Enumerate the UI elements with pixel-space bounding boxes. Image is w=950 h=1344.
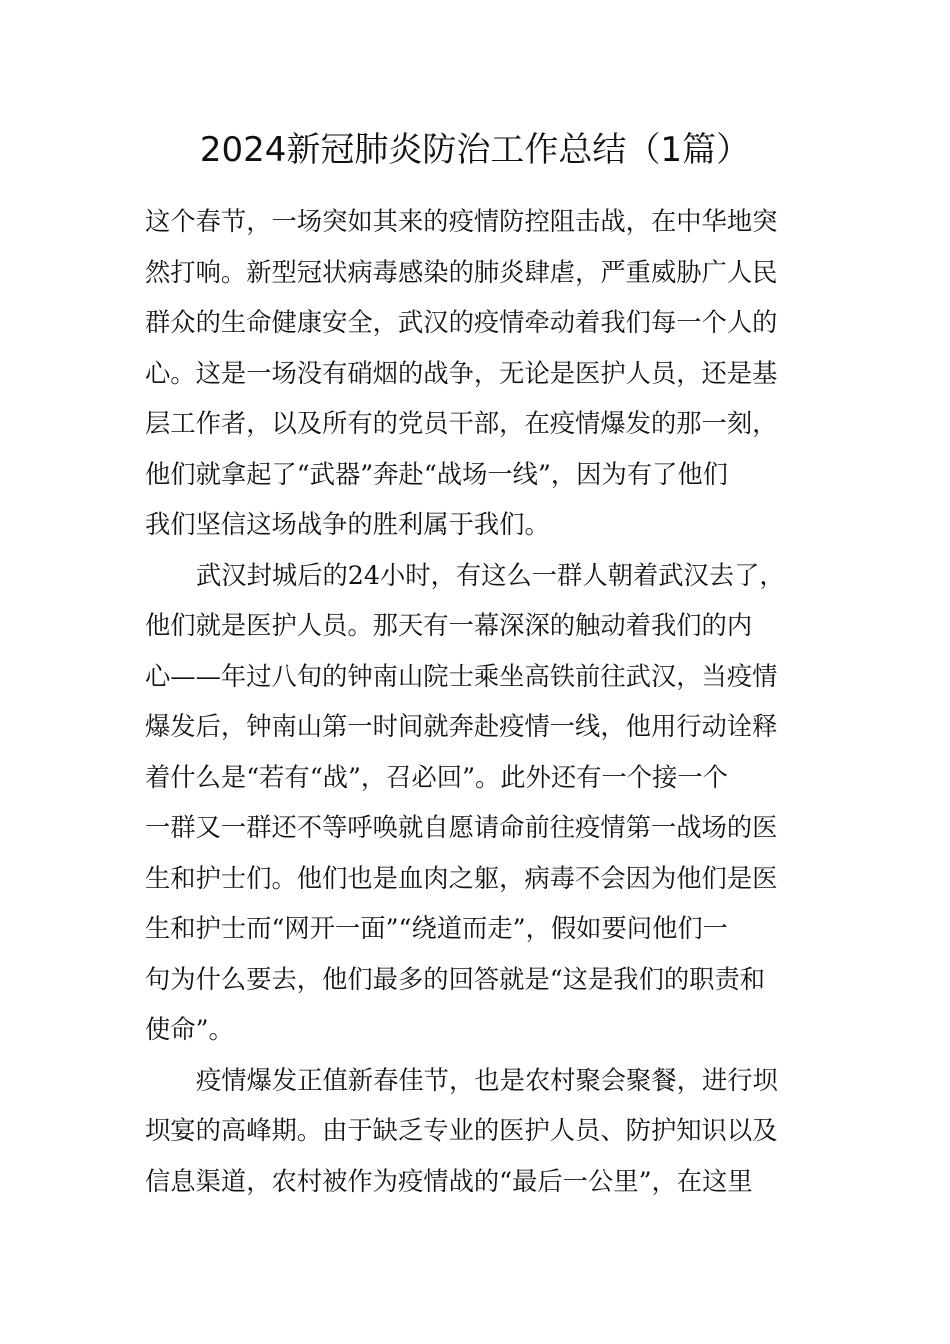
paragraph-line: 爆发后，钟南山第一时间就奔赴疫情一线，他用行动诠释 <box>145 712 778 741</box>
paragraph-line: 然打响。新型冠状病毒感染的肺炎肆虐，严重威胁广人民 <box>145 257 778 287</box>
paragraph-line: 着什么是“若有“战”，召必回”。此外还有一个接一个 <box>145 762 728 792</box>
paragraph-line: 一群又一群还不等呼唤就自愿请命前往疫情第一战场的医 <box>145 813 778 842</box>
paragraph-line: 群众的生命健康安全，武汉的疫情牵动着我们每一个人的 <box>145 308 778 337</box>
paragraph-line: 心——年过八旬的钟南山院士乘坐高铁前往武汉，当疫情 <box>145 661 778 691</box>
paragraph-line: 层工作者，以及所有的党员干部，在疫情爆发的那一刻， <box>145 409 778 438</box>
document-title: 2024新冠肺炎防治工作总结（1篇） <box>199 130 751 170</box>
paragraph-line: 他们就拿起了“武器”奔赴“战场一线”，因为有了他们 <box>145 459 728 489</box>
paragraph-line: 这个春节，一场突如其来的疫情防控阻击战，在中华地突 <box>145 207 778 236</box>
paragraph-3 <box>145 1056 805 1208</box>
document-body <box>145 197 805 1207</box>
paragraph-line: 心。这是一场没有硝烟的战争，无论是医护人员，还是基 <box>145 358 778 388</box>
paragraph-line: 坝宴的高峰期。由于缺乏专业的医护人员、防护知识以及 <box>145 1116 778 1145</box>
paragraph-line: 使命”。 <box>145 1015 234 1044</box>
paragraph-line: 生和护士们。他们也是血肉之躯，病毒不会因为他们是医 <box>145 863 778 893</box>
paragraph-line: 句为什么要去，他们最多的回答就是“这是我们的职责和 <box>145 964 766 994</box>
paragraph-line: 信息渠道，农村被作为疫情战的“最后一公里”，在这里 <box>145 1166 753 1196</box>
paragraph-1 <box>145 197 805 551</box>
paragraph-line: 生和护士而“网开一面”“绕道而走”，假如要问他们一 <box>145 914 728 943</box>
paragraph-2 <box>145 551 805 1056</box>
paragraph-line: 我们坚信这场战争的胜利属于我们。 <box>145 510 550 539</box>
paragraph-line: 他们就是医护人员。那天有一幕深深的触动着我们的内 <box>145 611 753 640</box>
paragraph-line: 武汉封城后的24小时，有这么一群人朝着武汉去了， <box>196 560 785 590</box>
paragraph-line: 疫情爆发正值新春佳节，也是农村聚会聚餐，进行坝 <box>196 1065 778 1095</box>
